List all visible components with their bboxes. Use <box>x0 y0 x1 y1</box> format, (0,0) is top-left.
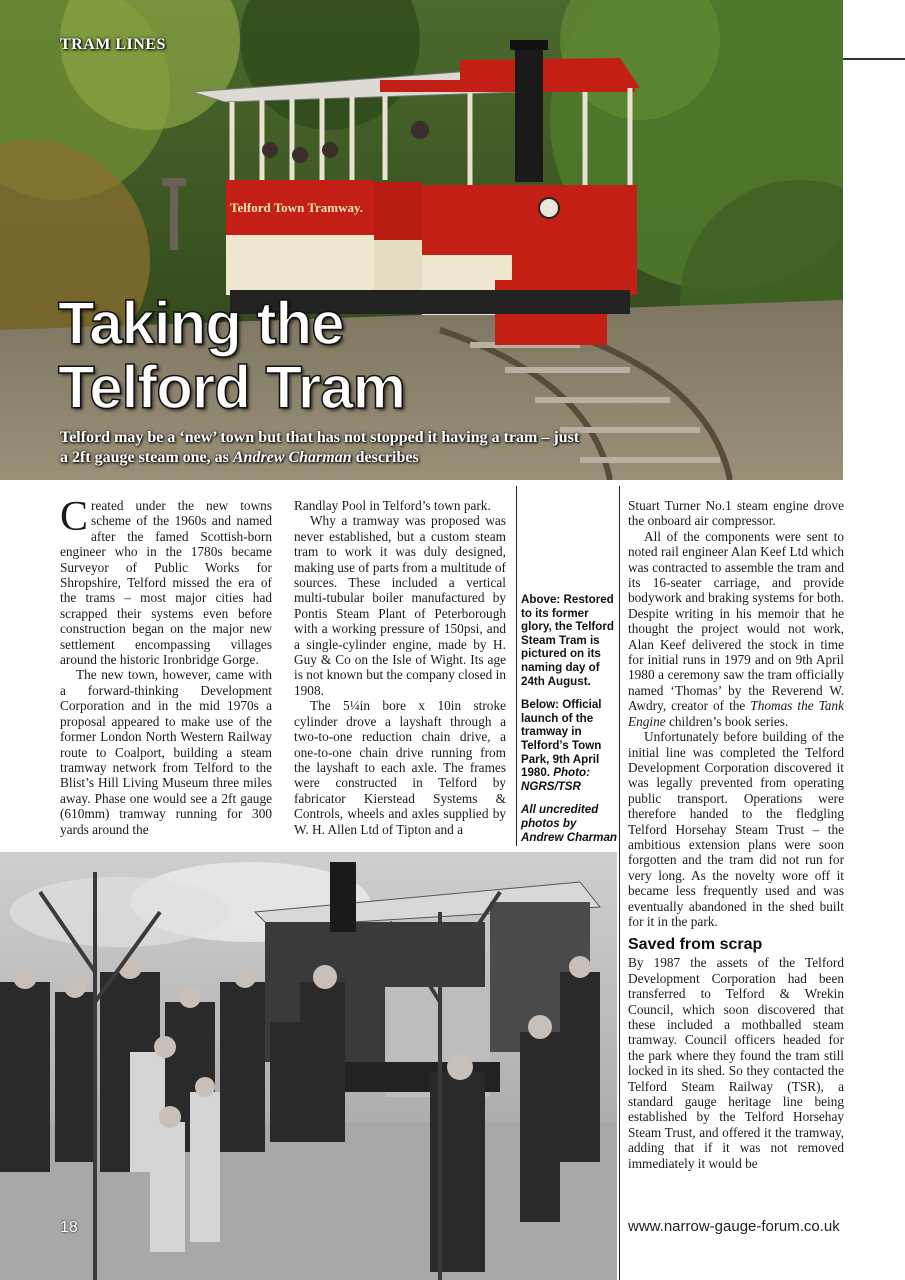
subheading: Saved from scrap <box>628 936 763 954</box>
drop-cap: C <box>60 494 89 540</box>
standfirst: Telford may be a ‘new’ town but that has not stopped it having a tram – just a 2ft gauge steam one, as Andrew Charman describes <box>60 429 580 466</box>
paragraph: By 1987 the assets of the Telford Development Corporation had been transferred to Telford & Wrekin Council, which soon discovered that these included a mothballed steam tramway. Council officers headed for the park where they found the tram still locked in its shed. So they contacted the Telford Steam Railway (TSR), a standard gauge heritage line being established by the Telford Horsehay Steam Trust, and offered it the tramway, adding that if it was not removed immediately it would be <box>628 955 844 1171</box>
paragraph: Unfortunately before building of the initial line was completed the Telford Development Corporation discovered it was legally prevented from operating public transport. Operations were therefore handed to the fledgling Telford Horsehay Steam Trust – the ambitious extension plans were soon forgotten and the tram did not run for very long. As the novelty wore off it became less frequently used and was eventually abandoned in the shed built for it in the park. <box>628 729 844 929</box>
column-rule-right <box>619 486 620 1280</box>
paragraph: Why a tramway was proposed was never established, but a custom steam tram to work it was duly designed, making use of parts from a multitude of sources. These included a vertical multi-tubular boiler manufactured by Pontis Steam Plant of Peterborough with a working pressure of 150psi, and a single-cylinder engine, made by H. Guy & Co on the Isle of Wight. Its age is not known but the company closed in 1908. <box>294 513 506 698</box>
body-column-4 <box>628 498 844 1171</box>
paragraph: Randlay Pool in Telford’s town park. <box>294 498 491 513</box>
section-tag: TRAM LINES <box>60 36 166 53</box>
caption-column <box>521 593 617 854</box>
launch-photo <box>0 852 617 1280</box>
paragraph: Stuart Turner No.1 steam engine drove the onboard air compressor. <box>628 498 844 529</box>
headline-line-1: Taking the <box>58 290 344 357</box>
paragraph: The new town, however, came with a forward-thinking Development Corporation and in the mid 1970s a proposal appeared to make use of the former London North Western Railway route to Coalport, building a steam tramway network from Telford to the Blist’s Hill Living Museum three miles away. Phase one would see a 2ft gauge (610mm) tramway running for 300 yards around the <box>60 667 272 837</box>
hero-photo <box>0 0 843 480</box>
column-rule-left <box>516 486 517 846</box>
paragraph: All of the components were sent to noted rail engineer Alan Keef Ltd which was contracted to assemble the tram and its 16-seater carriage, and provide bodywork and braking systems for both. Despite writing in his memoir that he thought the project would not work, Alan Keef delivered the stock in time for initial runs in 1979 and on 9th April 1980 a ceremony saw the tram officially named ‘Thomas’ by the Reverend W. Awdry, creator of the Thomas the Tank Engine children’s book series. <box>628 528 844 729</box>
caption-uncredited: All uncredited photos by Andrew Charman <box>521 803 617 844</box>
header-rule <box>843 58 905 60</box>
caption-below: Below: Official launch of the tramway in Telford’s Town Park, 9th April 1980. Photo: NGRS/TSR <box>521 698 602 793</box>
caption-above: Above: Restored to its former glory, the Telford Steam Tram is pictured on its naming day of 24th August. <box>521 593 614 688</box>
paragraph: The 5¼in bore x 10in stroke cylinder drove a layshaft through a two-to-one reduction chain drive, a one-to-one chain drive running from the layshaft to each axle. The frames were constructed in Telford by fabricator Kierstead Systems & Controls, wheels and axles supplied by W. H. Allen Ltd of Tipton and a <box>294 698 506 837</box>
paragraph: Created under the new towns scheme of the 1960s and named after the famed Scottish-born engineer who in the 1780s became Surveyor of Public Works for Shropshire, Telford missed the era of the trams – most major cities had scrapped their systems even before construction began on the major new settlement encompassing villages around the historic Ironbridge Gorge. <box>60 494 272 668</box>
tram-sign: Telford Town Tramway. <box>230 200 364 215</box>
headline <box>58 292 405 420</box>
photo-credit: Photo: NGRS/TSR <box>521 766 590 793</box>
body-column-2 <box>294 498 506 837</box>
launch-photo-illustration <box>0 852 617 1280</box>
headline-line-2: Telford Tram <box>58 354 405 421</box>
author-name: Andrew Charman <box>232 449 352 466</box>
footer-url[interactable]: www.narrow-gauge-forum.co.uk <box>628 1218 840 1235</box>
body-column-1 <box>60 494 272 837</box>
page-number: 18 <box>60 1219 78 1236</box>
